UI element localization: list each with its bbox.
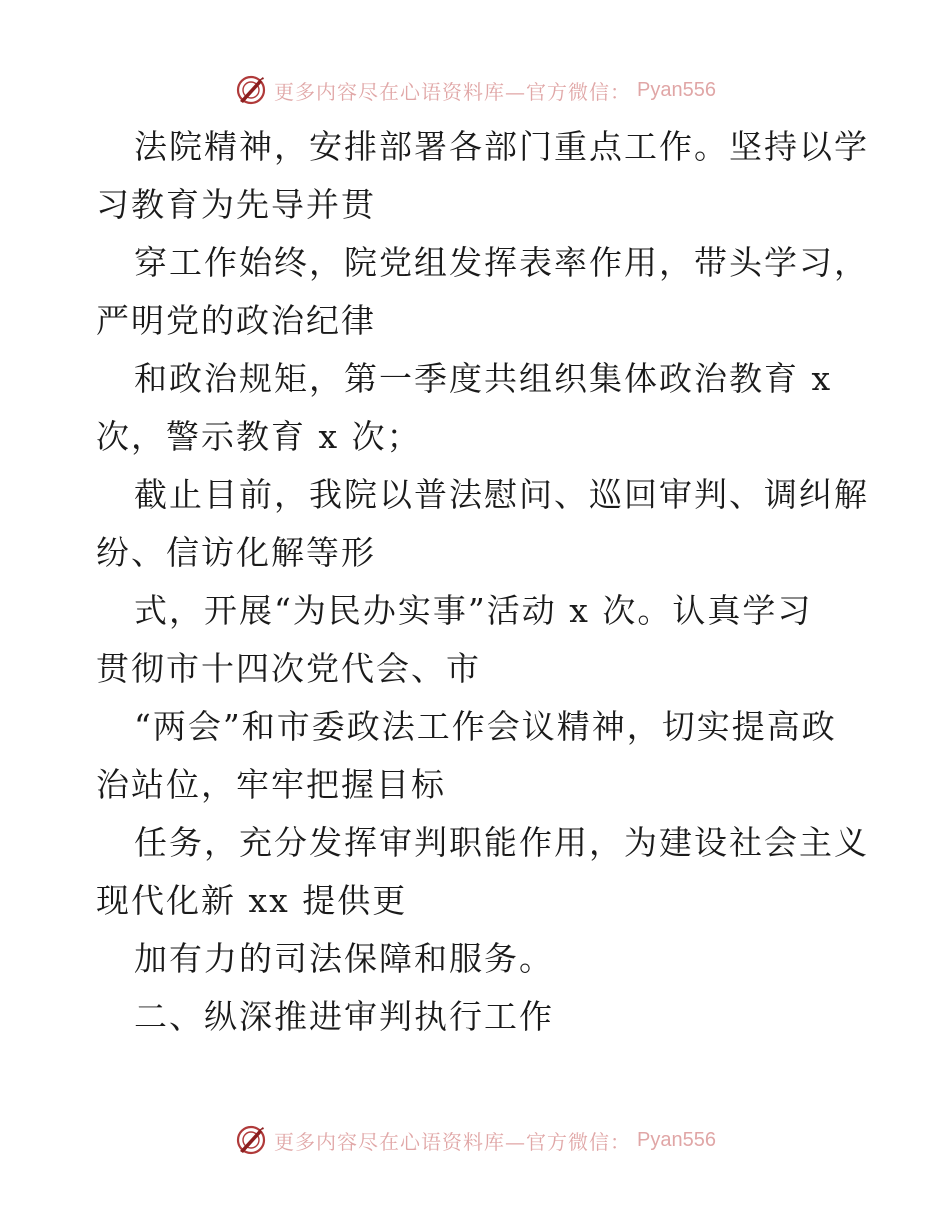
paragraph-line: 和政治规矩，第一季度共组织集体政治教育 x (134, 359, 833, 398)
paragraph-8 (96, 930, 856, 988)
paragraph-line: 次，警示教育 x 次； (96, 417, 422, 456)
paragraph-2 (96, 234, 869, 350)
paragraph-7 (96, 814, 869, 930)
watermark-contact: Pyan556 (637, 78, 716, 101)
paragraph-6 (96, 698, 856, 814)
paragraph-line: 纷、信访化解等形 (96, 533, 376, 572)
feather-pen-seal-icon (234, 73, 268, 107)
paragraph-4 (96, 466, 869, 582)
paragraph-5 (96, 582, 856, 698)
paragraph-line: 严明党的政治纪律 (96, 301, 376, 340)
paragraph-line: 截止目前，我院以普法慰问、巡回审判、调纠解 (134, 475, 869, 514)
paragraph-line: 穿工作始终，院党组发挥表率作用，带头学习， (134, 243, 869, 282)
paragraph-line: 式，开展“为民办实事”活动 x 次。认真学习 (134, 591, 813, 630)
section-heading (96, 988, 856, 1046)
footer-watermark (0, 1120, 950, 1160)
paragraph-line: 治站位，牢牢把握目标 (96, 765, 446, 804)
paragraph-line: 任务，充分发挥审判职能作用，为建设社会主义 (134, 823, 869, 862)
paragraph-line: 习教育为先导并贯 (96, 185, 376, 224)
watermark-text: 更多内容尽在心语资料库—官方微信： (274, 1129, 632, 1154)
paragraph-3 (96, 350, 856, 466)
document-body (96, 118, 869, 1046)
paragraph-line: 贯彻市十四次党代会、市 (96, 649, 481, 688)
paragraph-line: “两会”和市委政法工作会议精神，切实提高政 (134, 707, 837, 746)
feather-pen-seal-icon (234, 1123, 268, 1157)
paragraph-line: 加有力的司法保障和服务。 (134, 939, 554, 978)
paragraph-line: 现代化新 xx 提供更 (96, 881, 408, 920)
section-heading-text: 二、纵深推进审判执行工作 (134, 997, 554, 1036)
watermark-contact: Pyan556 (637, 1128, 716, 1151)
paragraph-line: 法院精神，安排部署各部门重点工作。坚持以学 (134, 127, 869, 166)
header-watermark (0, 70, 950, 110)
paragraph-1 (96, 118, 869, 234)
watermark-text: 更多内容尽在心语资料库—官方微信： (274, 79, 632, 104)
